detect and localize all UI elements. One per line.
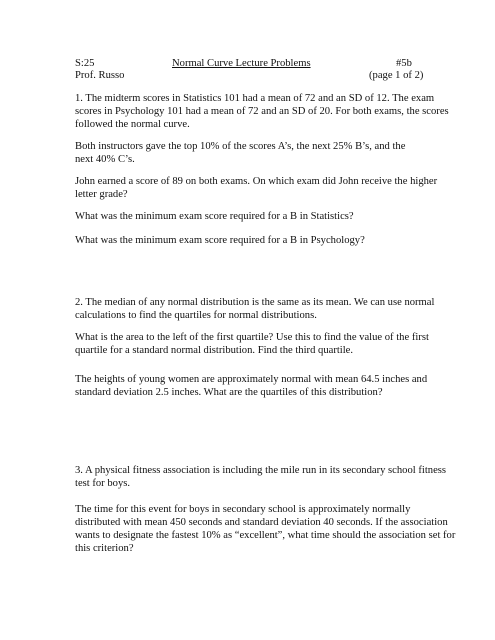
course-code: S:25 <box>75 58 95 69</box>
problem-2-intro <box>75 296 435 322</box>
problem-1-question-statistics: What was the minimum exam score required for a B in Statistics? <box>75 211 354 222</box>
text-line: wants to designate the fastest 10% as “excellent”, what time should the association set for <box>75 530 456 541</box>
problem-2-heights <box>75 373 435 399</box>
text-line: next 40% C’s. <box>75 154 135 165</box>
text-line: The heights of young women are approximately normal with mean 64.5 inches and <box>75 374 428 385</box>
text-line: The time for this event for boys in secondary school is approximately normally <box>75 504 411 515</box>
problem-2-area <box>75 331 435 357</box>
text-line: quartile for a standard normal distribution. Find the third quartile. <box>75 345 354 356</box>
problem-3-intro <box>75 464 447 490</box>
worksheet-title: Normal Curve Lecture Problems <box>172 58 311 69</box>
text-line: John earned a score of 89 on both exams. On which exam did John receive the higher <box>75 176 438 187</box>
text-line: test for boys. <box>75 478 131 489</box>
text-line: 3. A physical fitness association is including the mile run in its secondary school fitness <box>75 465 447 476</box>
problem-3-body <box>75 503 456 555</box>
problem-1-question-psychology: What was the minimum exam score required for a B in Psychology? <box>75 235 365 246</box>
text-line: 1. The midterm scores in Statistics 101 had a mean of 72 and an SD of 12. The exam <box>75 93 435 104</box>
page-indicator: (page 1 of 2) <box>369 70 424 81</box>
text-line: standard deviation 2.5 inches. What are the quartiles of this distribution? <box>75 387 383 398</box>
text-line: scores in Psychology 101 had a mean of 72 and an SD of 20. For both exams, the scores <box>75 106 449 117</box>
text-line: What is the area to the left of the first quartile? Use this to find the value of the first <box>75 332 429 343</box>
problem-1-grades <box>75 140 435 166</box>
text-line: this criterion? <box>75 543 134 554</box>
worksheet-number: #5b <box>396 58 412 69</box>
problem-1-john <box>75 175 438 201</box>
text-line: 2. The median of any normal distribution is the same as its mean. We can use normal <box>75 297 435 308</box>
text-line: Both instructors gave the top 10% of the scores A’s, the next 25% B’s, and the <box>75 141 406 152</box>
problem-1-intro <box>75 92 449 131</box>
text-line: distributed with mean 450 seconds and standard deviation 40 seconds. If the association <box>75 517 448 528</box>
text-line: calculations to find the quartiles for normal distributions. <box>75 310 317 321</box>
text-line: letter grade? <box>75 189 128 200</box>
instructor-name: Prof. Russo <box>75 70 125 81</box>
text-line: followed the normal curve. <box>75 119 190 130</box>
